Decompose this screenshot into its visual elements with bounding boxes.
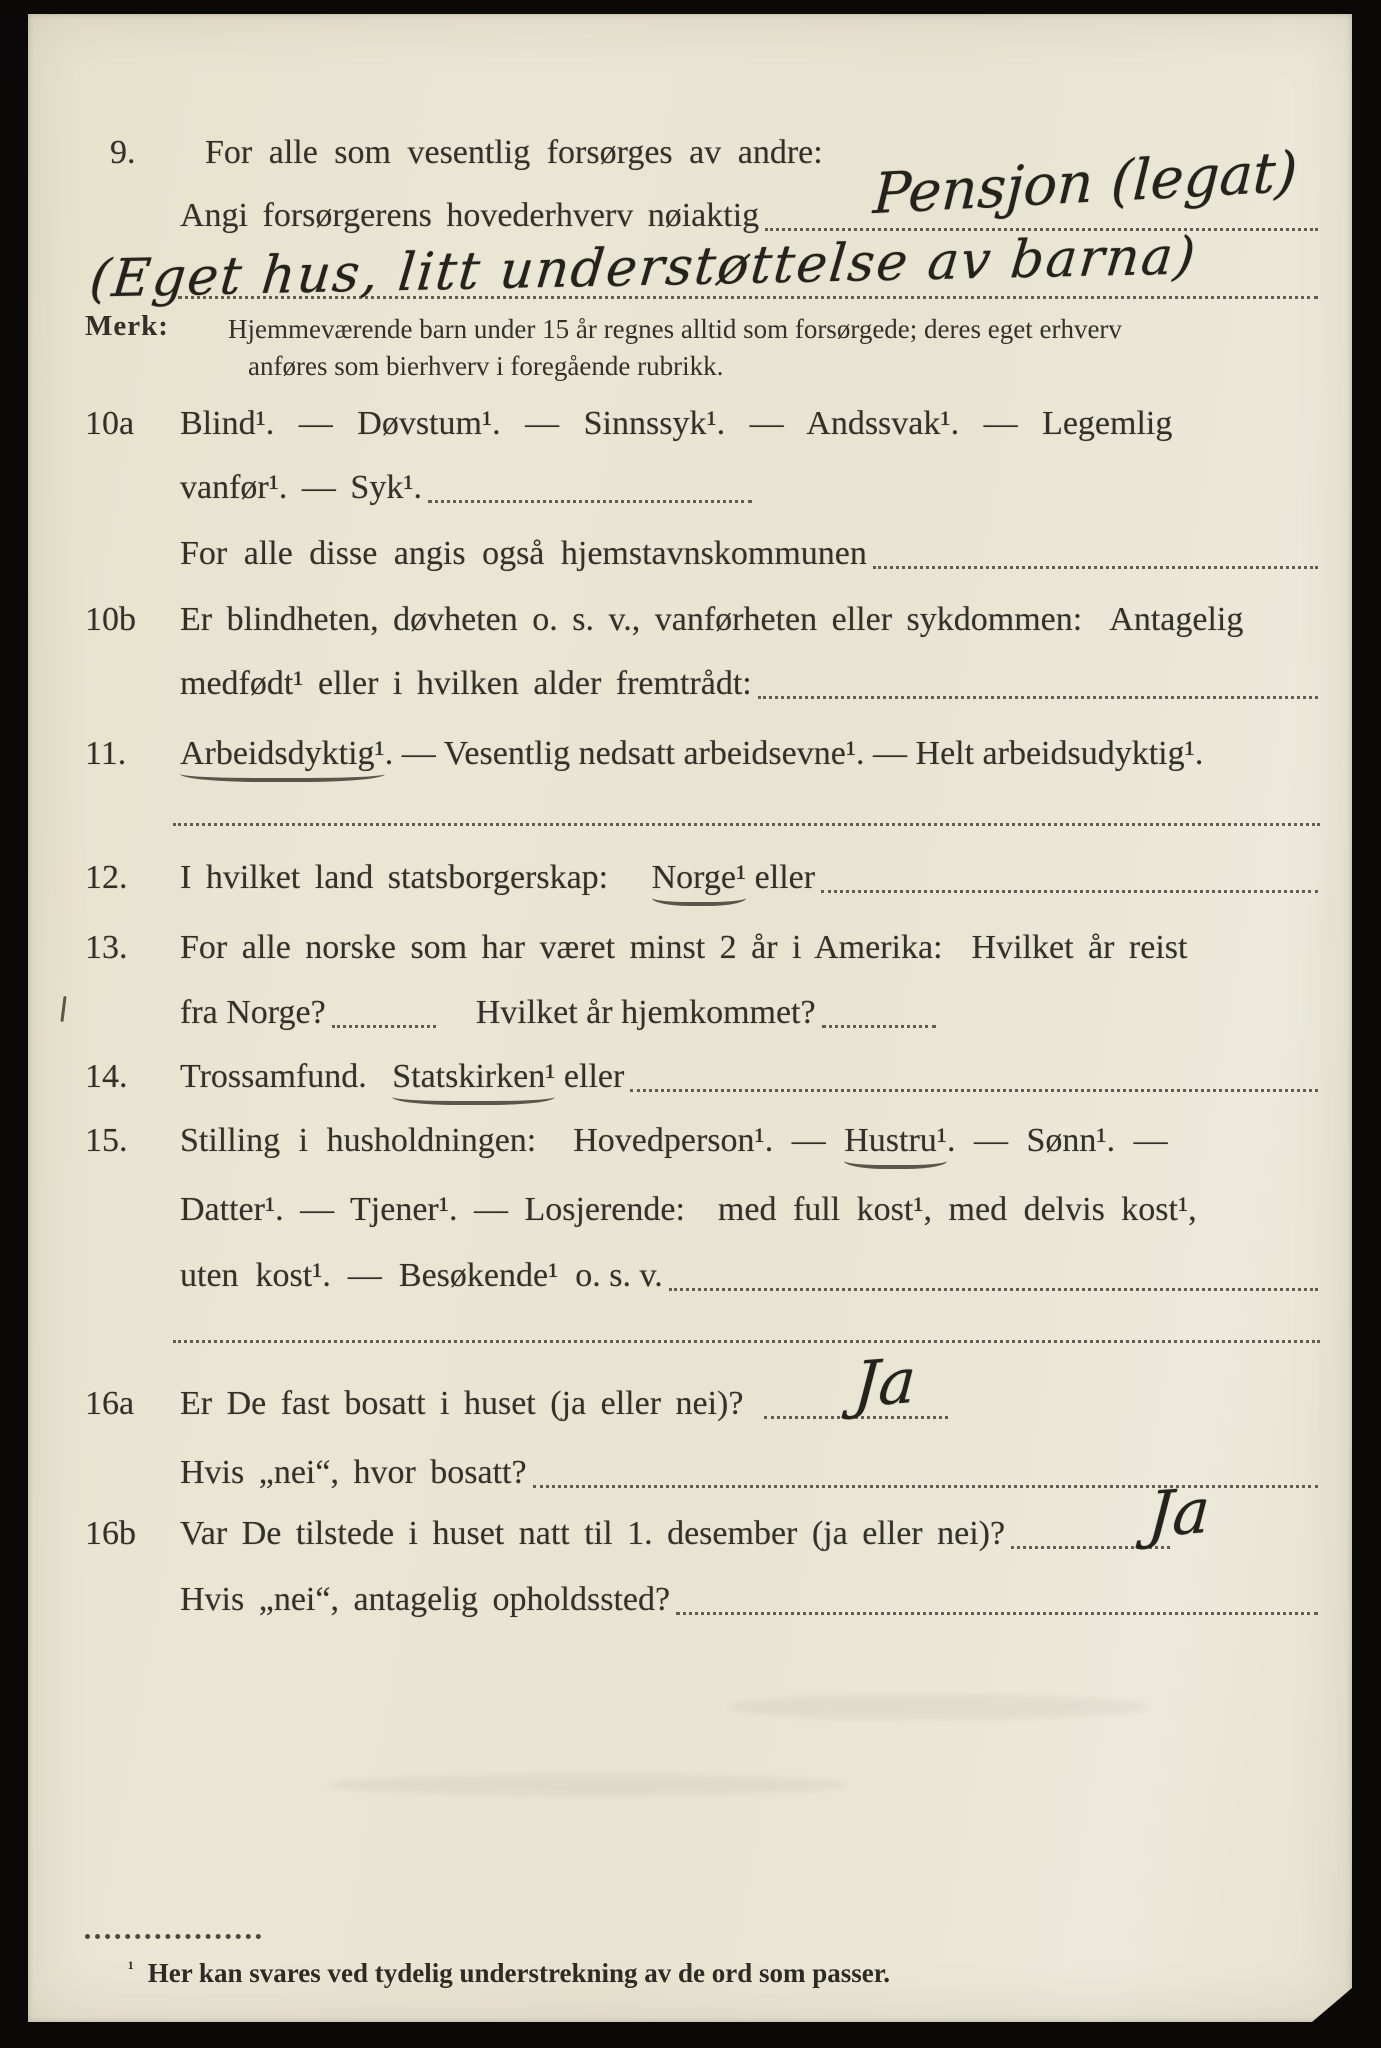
question-13-text: For alle norske som har været minst 2 år i Amerika: Hvilket år reist bbox=[180, 929, 1188, 966]
question-16b-text: Var De tilstede i huset natt til 1. desember (ja eller nei)? bbox=[180, 1515, 1006, 1552]
question-16a-text: Er De fast bosatt i huset (ja eller nei)? bbox=[180, 1385, 758, 1422]
bleed-through-smudge bbox=[328, 1774, 848, 1796]
dotted-answer-line bbox=[752, 661, 1318, 707]
question-10a-text2: vanfør¹. — Syk¹. bbox=[180, 469, 423, 506]
question-16b-number: 16b bbox=[85, 1515, 136, 1552]
question-15-row3 bbox=[85, 1253, 1318, 1299]
question-16b-text2: Hvis „nei“, antagelig opholdssted? bbox=[180, 1581, 671, 1618]
question-14-underlined-choice: Statskirken¹ bbox=[392, 1054, 555, 1105]
dotted-answer-line bbox=[670, 1577, 1318, 1623]
question-11-text: . — Vesentlig nedsatt arbeidsevne¹. — Helt arbeidsudyktig¹. bbox=[384, 735, 1204, 772]
footnote-rule bbox=[85, 1934, 261, 1939]
footnote-text: Her kan svares ved tydelig understrekning av de ord som passer. bbox=[147, 1958, 891, 1988]
question-9-number: 9. bbox=[110, 134, 136, 171]
question-11-underlined-choice: Arbeidsdyktig¹ bbox=[180, 731, 385, 782]
handwritten-answer-occupation: Pensjon (legat) bbox=[871, 139, 1299, 228]
question-15-text3: Datter¹. — Tjener¹. — Losjerende: med full kost¹, med delvis kost¹, bbox=[180, 1191, 1197, 1228]
question-16b-row2 bbox=[85, 1577, 1318, 1623]
question-9-title-row bbox=[85, 130, 823, 176]
question-15-number: 15. bbox=[85, 1122, 128, 1159]
question-15-row1 bbox=[85, 1118, 1168, 1164]
question-10b-number: 10b bbox=[85, 601, 136, 638]
question-12-number: 12. bbox=[85, 859, 128, 896]
question-13-row1 bbox=[85, 925, 1187, 971]
question-15-underlined-choice: Hustru¹ bbox=[844, 1118, 947, 1169]
note-label: Merk: bbox=[85, 310, 169, 342]
question-11-row bbox=[85, 731, 1203, 777]
question-9-title: For alle som vesentlig forsørges av andre: bbox=[205, 134, 823, 171]
question-10a-number: 10a bbox=[85, 405, 135, 442]
note-text-line2: anføres som bierhverv i foregående rubrikk. bbox=[248, 351, 724, 381]
question-10b-row2 bbox=[85, 661, 1318, 707]
question-16a-number: 16a bbox=[85, 1385, 135, 1422]
question-15-text4: uten kost¹. — Besøkende¹ o. s. v. bbox=[180, 1257, 663, 1294]
question-9-prompt: Angi forsørgerens hovederhverv nøiaktig bbox=[180, 197, 760, 234]
dotted-answer-line bbox=[867, 531, 1318, 577]
question-10b-row1 bbox=[85, 597, 1243, 643]
question-14-text: Trossamfund. bbox=[180, 1058, 393, 1095]
paper-corner-notch bbox=[1312, 1988, 1352, 2022]
footnote-marker: ¹ bbox=[128, 1958, 134, 1979]
question-10a-row2 bbox=[85, 465, 752, 511]
question-16a-row1 bbox=[85, 1381, 948, 1427]
question-16a-text2: Hvis „nei“, hvor bosatt? bbox=[180, 1454, 527, 1491]
bleed-through-smudge bbox=[728, 1694, 1148, 1720]
question-10a-row3 bbox=[85, 531, 1318, 577]
dotted-answer-line bbox=[663, 1253, 1318, 1299]
note-text bbox=[228, 311, 1338, 385]
question-12-text: I hvilket land statsborgerskap: bbox=[180, 859, 652, 896]
question-11-number: 11. bbox=[85, 735, 127, 772]
note-text-line1: Hjemmeværende barn under 15 år regnes alltid som forsørgede; deres eget erhverv bbox=[228, 314, 1122, 344]
question-16a-row2 bbox=[85, 1450, 1318, 1496]
stray-pen-mark bbox=[60, 996, 66, 1022]
question-15-row2 bbox=[85, 1187, 1197, 1233]
handwritten-answer-present: Ja bbox=[1145, 1473, 1213, 1552]
question-15-text2: . — Sønn¹. — bbox=[946, 1122, 1168, 1159]
question-13-number: 13. bbox=[85, 929, 128, 966]
question-14-row bbox=[85, 1054, 1318, 1100]
question-13-text3: Hvilket år hjemkommet? bbox=[475, 994, 816, 1031]
question-10a-row1 bbox=[85, 401, 1172, 447]
question-12-underlined-choice: Norge¹ bbox=[652, 855, 747, 906]
question-14-text2: eller bbox=[555, 1058, 625, 1095]
handwritten-answer-support: (Eget hus, litt understøttelse av barna) bbox=[87, 226, 1200, 310]
question-13-row2 bbox=[85, 990, 936, 1036]
dotted-answer-line bbox=[326, 990, 436, 1036]
census-form-page bbox=[28, 14, 1352, 2022]
question-12-row bbox=[85, 855, 1318, 901]
dotted-answer-line bbox=[422, 465, 752, 511]
question-10a-text3: For alle disse angis også hjemstavnskommunen bbox=[180, 535, 867, 572]
dotted-answer-line bbox=[173, 823, 1320, 826]
dotted-answer-line bbox=[816, 990, 936, 1036]
question-10a-text: Blind¹. — Døvstum¹. — Sinnssyk¹. — Andssvak¹. — Legemlig bbox=[180, 405, 1173, 442]
handwritten-answer-resident: Ja bbox=[851, 1343, 919, 1422]
question-14-number: 14. bbox=[85, 1058, 128, 1095]
dotted-answer-line bbox=[624, 1054, 1318, 1100]
question-16b-row1 bbox=[85, 1511, 1170, 1557]
footnote bbox=[128, 1958, 890, 1989]
question-10b-text: Er blindheten, døvheten o. s. v., vanførheten eller sykdommen: Antagelig bbox=[180, 601, 1244, 638]
dotted-answer-line bbox=[173, 1340, 1320, 1343]
question-12-text2: eller bbox=[746, 859, 816, 896]
dotted-answer-line bbox=[815, 855, 1318, 901]
question-13-text2: fra Norge? bbox=[180, 994, 326, 1031]
question-10b-text2: medfødt¹ eller i hvilken alder fremtrådt: bbox=[180, 665, 752, 702]
question-15-text: Stilling i husholdningen: Hovedperson¹. — bbox=[180, 1122, 845, 1159]
